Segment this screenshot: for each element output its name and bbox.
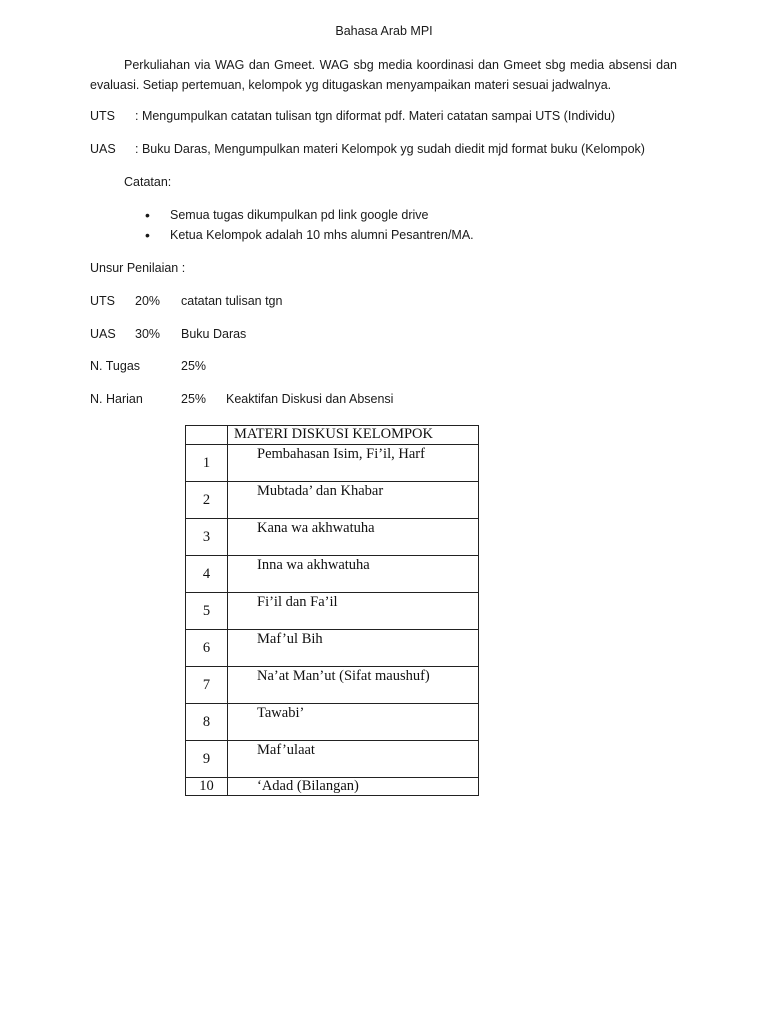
penilaian-percent: 20% [135, 294, 161, 308]
uas-description: : Buku Daras, Mengumpulkan materi Kelompok yg sudah diedit mjd format buku (Kelompok) [135, 142, 645, 156]
table-row [186, 519, 479, 556]
row-topic: Na’at Man’ut (Sifat maushuf) [257, 668, 430, 684]
penilaian-desc: catatan tulisan tgn [181, 294, 283, 308]
table-row [186, 667, 479, 704]
table-row [186, 482, 479, 519]
row-topic: Maf’ul Bih [257, 631, 323, 647]
penilaian-label: N. Tugas [90, 359, 141, 373]
penilaian-label: UAS [90, 327, 116, 341]
row-topic: ‘Adad (Bilangan) [257, 778, 359, 794]
row-topic: Maf’ulaat [257, 742, 315, 758]
row-topic: Pembahasan Isim, Fi’il, Harf [257, 446, 425, 462]
row-topic-cell [228, 667, 479, 704]
penilaian-label: N. Harian [90, 392, 143, 406]
bullet-icon: • [145, 207, 150, 223]
penilaian-percent: 30% [135, 327, 161, 341]
penilaian-desc: Buku Daras [181, 327, 247, 341]
table-row [186, 556, 479, 593]
uts-description: : Mengumpulkan catatan tulisan tgn diformat pdf. Materi catatan sampai UTS (Individu) [135, 109, 616, 123]
row-number: 10 [186, 778, 228, 796]
row-topic-cell [228, 778, 479, 796]
table-row [186, 741, 479, 778]
row-topic-cell [228, 593, 479, 630]
penilaian-percent: 25% [181, 392, 207, 406]
table-row [186, 445, 479, 482]
table-row [186, 593, 479, 630]
row-topic: Inna wa akhwatuha [257, 557, 370, 573]
uas-label: UAS [90, 142, 116, 156]
uts-label: UTS [90, 109, 115, 123]
row-number: 1 [186, 445, 228, 482]
row-topic: Kana wa akhwatuha [257, 520, 375, 536]
catatan-item: Semua tugas dikumpulkan pd link google drive [170, 208, 429, 222]
table-header-number-cell [186, 426, 228, 445]
bullet-icon: • [145, 227, 150, 243]
row-number: 6 [186, 630, 228, 667]
intro-text: Perkuliahan via WAG dan Gmeet. WAG sbg media koordinasi dan Gmeet sbg media absensi dan evaluasi. Setiap pertemuan, kelompok yg ditugaskan menyampaikan materi sesuai jadwalnya. [90, 58, 677, 92]
row-topic-cell [228, 556, 479, 593]
row-topic: Mubtada’ dan Khabar [257, 483, 384, 499]
table-header-row [186, 426, 479, 445]
catatan-label: Catatan: [124, 175, 172, 189]
row-topic-cell [228, 704, 479, 741]
row-number: 5 [186, 593, 228, 630]
penilaian-label: UTS [90, 294, 115, 308]
row-topic-cell [228, 482, 479, 519]
row-number: 2 [186, 482, 228, 519]
page-title: Bahasa Arab MPI [335, 24, 433, 38]
row-topic-cell [228, 519, 479, 556]
table-row [186, 630, 479, 667]
row-topic-cell [228, 741, 479, 778]
penilaian-heading: Unsur Penilaian : [90, 261, 186, 275]
row-topic-cell [228, 445, 479, 482]
row-topic: Tawabi’ [257, 705, 305, 721]
table-header-title: MATERI DISKUSI KELOMPOK [228, 426, 479, 445]
penilaian-percent: 25% [181, 359, 207, 373]
row-topic: Fi’il dan Fa’il [257, 594, 338, 610]
table-row [186, 704, 479, 741]
catatan-item: Ketua Kelompok adalah 10 mhs alumni Pesantren/MA. [170, 228, 474, 242]
row-number: 9 [186, 741, 228, 778]
row-number: 4 [186, 556, 228, 593]
row-number: 3 [186, 519, 228, 556]
row-number: 8 [186, 704, 228, 741]
intro-paragraph [90, 55, 677, 95]
materi-table [185, 425, 479, 796]
penilaian-desc: Keaktifan Diskusi dan Absensi [226, 392, 394, 406]
row-number: 7 [186, 667, 228, 704]
row-topic-cell [228, 630, 479, 667]
table-row [186, 778, 479, 796]
